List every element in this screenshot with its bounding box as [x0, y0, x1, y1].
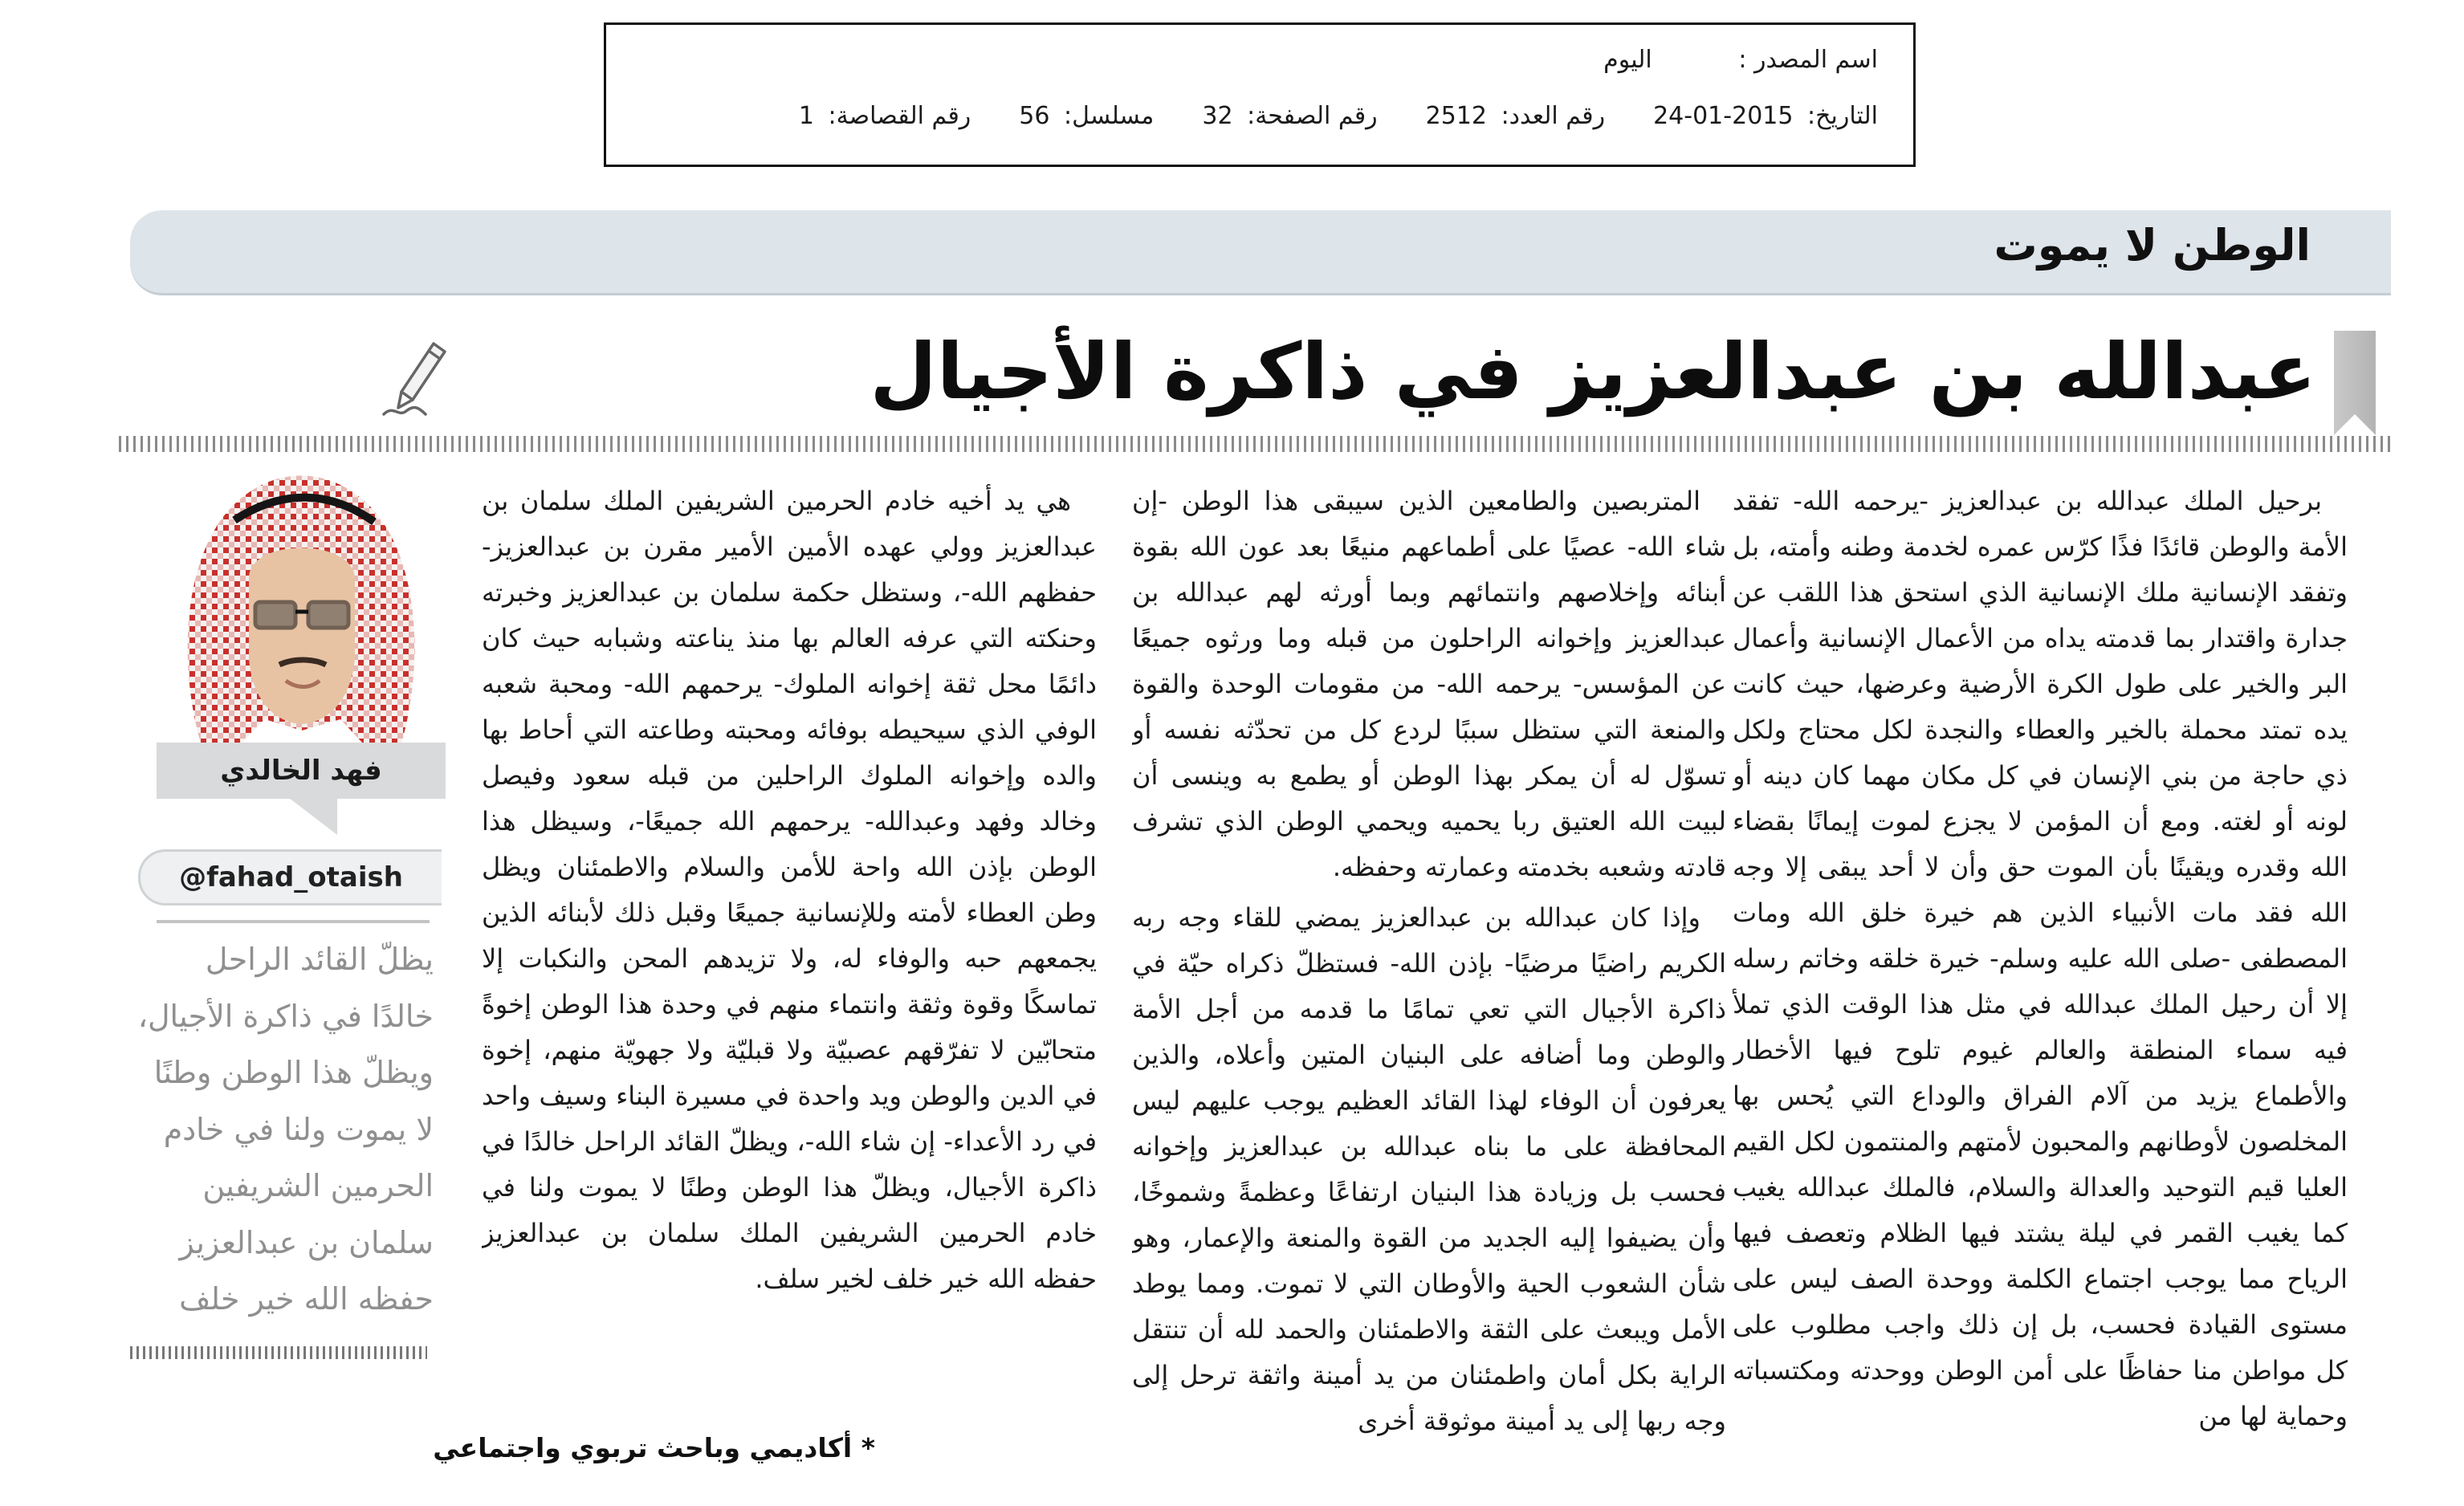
article-headline: عبدالله بن عبدالعزيز في ذاكرة الأجيال	[870, 327, 2316, 417]
serial-value: 56	[1019, 102, 1050, 130]
source-info-box	[604, 22, 1916, 167]
source-name-label: اسم المصدر :	[1738, 46, 1878, 74]
issue-label: رقم العدد:	[1501, 102, 1606, 130]
name-tag-pointer	[289, 798, 337, 835]
page-value: 32	[1202, 102, 1233, 130]
pull-quote-line: الحرمين الشريفين	[202, 1168, 434, 1203]
author-photo	[145, 458, 443, 743]
pull-quote-rule	[157, 920, 430, 923]
article-paragraph: المتربصين والطامعين الذين سيبقى هذا الوطن -إن شاء الله- عصيًا على أطماعهم منيعًا بعد عون الله بقوة أبنائه وإخلاصهم وانتمائهم وبما أورثه لهم عبدالله بن عبدالعزيز وإخوانه الراحلون من قبله وما ورثوه جميعًا عن المؤسس- يرحمه الله- من مقومات الوحدة والقوة والمنعة التي ستظل سببًا لردع كل من تحدّثه نفسه أو تسوّل له أن يمكر بهذا الوطن أو يطمع به وينسى أن لبيت الله العتيق ربا يحميه ويحمي الوطن الذي تشرف قادته وشعبه بخدمته وعمارته وحفظه.	[1132, 486, 1726, 882]
clip-label: رقم القصاصة:	[828, 102, 971, 130]
bookmark-ribbon-icon	[2334, 331, 2376, 435]
source-name-row	[1555, 46, 1878, 74]
pull-quote-line: ويظلّ هذا الوطن وطنًا	[153, 1055, 434, 1090]
article-column-3	[482, 478, 1097, 1394]
source-name-value: اليوم	[1603, 46, 1652, 74]
pull-quote-line: حفظه الله خير خلف	[179, 1281, 434, 1317]
issue-value: 2512	[1425, 102, 1488, 130]
pen-writing-icon	[377, 334, 458, 422]
article-paragraph: برحيل الملك عبدالله بن عبدالعزيز -يرحمه الله- تفقد الأمة والوطن قائدًا فذًا كرّس عمره لخدمة وطنه وأمته، بل وتفقد الإنسانية ملك الإنسانية الذي استحق هذا اللقب عن جدارة واقتدار بما قدمته يداه من الأعمال الإنسانية وأعمال البر والخير على طول الكرة الأرضية وعرضها، حيث كانت يده تمتد محملة بالخير والعطاء والنجدة لكل محتاج ولكل ذي حاجة من بني الإنسان في كل مكان مهما كان دينه أو لونه أو لغته. ومع أن المؤمن لا يجزع لموت إيمانًا بقضاء الله وقدره ويقينًا بأن الموت حق وأن لا أحد يبقى إلا وجه الله فقد مات الأنبياء الذين هم خيرة خلق الله ومات المصطفى -صلى الله عليه وسلم- خيرة خلقه وخاتم رسله إلا أن رحيل الملك عبدالله في مثل هذا الوقت الذي تملأ فيه سماء المنطقة والعالم غيوم تلوح فيها الأخطار والأطماع يزيد من آلام الفراق والوداع التي يُحس بها المخلصون لأوطانهم والمحبون لأمتهم والمنتمون لكل القيم العليا قيم التوحيد والعدالة والسلام، فالملك عبدالله يغيب كما يغيب القمر في ليلة يشتد فيها الظلام وتعصف فيها الرياح مما يوجب اجتماع الكلمة ووحدة الصف ليس على مستوى القيادة فحسب، بل إن ذلك واجب مطلوب على كل مواطن منا حفاظًا على أمن الوطن ووحدته ومكتسباته وحماية لها من	[1733, 486, 2348, 1431]
author-twitter-handle: @fahad_otaish	[138, 849, 442, 906]
author-note: * أكاديمي وباحث تربوي واجتماعي	[433, 1432, 875, 1463]
pull-quote-line: سلمان بن عبدالعزيز	[179, 1224, 434, 1260]
author-name: فهد الخالدي	[157, 743, 446, 799]
pull-quote-line: خالدًا في ذاكرة الأجيال،	[137, 998, 434, 1034]
source-details-row	[799, 102, 1878, 130]
page-label: رقم الصفحة:	[1247, 102, 1378, 130]
pull-quote-line: لا يموت ولنا في خادم	[163, 1111, 434, 1147]
article-paragraph: وإذا كان عبدالله بن عبدالعزيز يمضي للقاء وجه ربه الكريم راضيًا مرضيًا- بإذن الله- فستظلّ ذكراه حيّة في ذاكرة الأجيال التي تعي تمامًا ما قدمه من أجل الأمة والوطن وما أضافه على البنيان المتين وأعلاه، والذين يعرفون أن الوفاء لهذا القائد العظيم يوجب عليهم ليس المحافظة على ما بناه عبدالله بن عبدالعزيز وإخوانه فحسب بل وزيادة هذا البنيان ارتفاعًا وعظمةً وشموخًا، وأن يضيفوا إليه الجديد من القوة والمنعة والإعمار، وهو شأن الشعوب الحية والأوطان التي لا تموت. ومما يوطد الأمل ويبعث على الثقة والاطمئنان والحمد لله أن تنتقل الراية بكل أمان واطمئنان من يد أمينة واثقة ترحل إلى وجه ربها إلى يد أمينة موثوقة أخرى	[1132, 902, 1726, 1436]
clip-value: 1	[798, 102, 814, 130]
pull-quote-line: يظلّ القائد الراحل	[205, 942, 434, 977]
date-label: التاريخ:	[1807, 102, 1878, 130]
section-band	[130, 210, 2391, 295]
serial-label: مسلسل:	[1064, 102, 1155, 130]
dotted-separator	[119, 436, 2393, 452]
article-column-2	[1132, 478, 1726, 1498]
date-value: 2015-01-24	[1653, 102, 1794, 130]
article-paragraph: هي يد أخيه خادم الحرمين الشريفين الملك سلمان بن عبدالعزيز وولي عهده الأمين الأمير مقرن بن عبدالعزيز- حفظهم الله-، وستظل حكمة سلمان بن عبدالعزيز وخبرته وحنكته التي عرفه العالم بها منذ يناعته وشبابه حيث كان دائمًا محل ثقة إخوانه الملوك- يرحمهم الله- ومحبة شعبه الوفي الذي سيحيطه بوفائه ومحبته وطاعته التي أحاط بها والده وإخوانه الملوك الراحلين من قبله سعود وفيصل وخالد وفهد وعبدالله- يرحمهم الله جميعًا-، وسيظل هذا الوطن بإذن الله واحة للأمن والسلام والاطمئنان ويظل وطن العطاء لأمته وللإنسانية جميعًا وقبل ذلك لأبنائه الذين يجمعهم حبه والوفاء له، ولا تزيدهم المحن والنكبات إلا تماسكًا وقوة وثقة وانتماء منهم في وحدة هذا الوطن إخوةً متحابّين لا تفرّقهم عصبيّة ولا قبليّة ولا جهويّة منهم، إخوة في الدين والوطن ويد واحدة في مسيرة البناء وسيف واحد في رد الأعداء- إن شاء الله-، ويظلّ القائد الراحل خالدًا في ذاكرة الأجيال، ويظلّ هذا الوطن وطنًا لا يموت ولنا في خادم الحرمين الشريفين الملك سلمان بن عبدالعزيز حفظه الله خير خلف لخير سلف.	[482, 486, 1097, 1294]
section-title: الوطن لا يموت	[1994, 220, 2311, 271]
pull-quote	[128, 931, 434, 1328]
pull-quote-dotted-rule	[130, 1346, 427, 1359]
article-column-1	[1733, 478, 2348, 1498]
